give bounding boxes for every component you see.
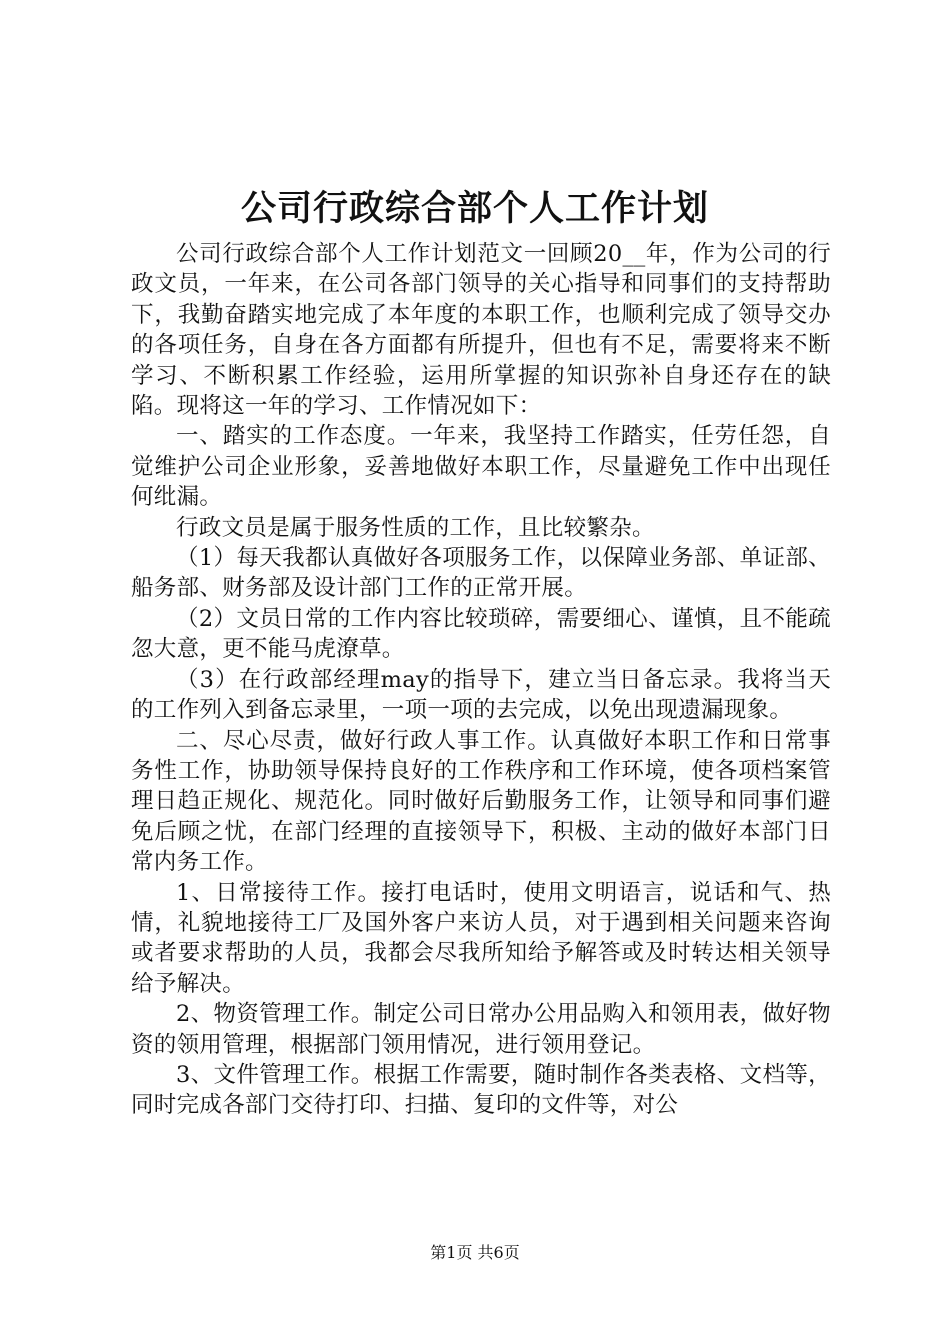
paragraph-item-2: （2）文员日常的工作内容比较琐碎，需要细心、谨慎，且不能疏忽大意，更不能马虎潦草。 — [131, 605, 831, 663]
paragraph-section-2: 二、尽心尽责，做好行政人事工作。认真做好本职工作和日常事务性工作，协助领导保持良好的工作秩序和工作环境，使各项档案管理日趋正规化、规范化。同时做好后勤服务工作，让领导和同事们避免后顾之忧，在部门经理的直接领导下，积极、主动的做好本部门日常内务工作。 — [131, 727, 831, 876]
paragraph-reception: 1、日常接待工作。接打电话时，使用文明语言，说话和气、热情，礼貌地接待工厂及国外客户来访人员，对于遇到相关问题来咨询或者要求帮助的人员，我都会尽我所知给予解答或及时转达相关领导给予解决。 — [131, 879, 831, 997]
paragraph-intro: 公司行政综合部个人工作计划范文一回顾20__年，作为公司的行政文员，一年来，在公司各部门领导的关心指导和同事们的支持帮助下，我勤奋踏实地完成了本年度的本职工作，也顺利完成了领导交办的各项任务，自身在各方面都有所提升，但也有不足，需要将来不断学习、不断积累工作经验，运用所掌握的知识弥补自身还存在的缺陷。现将这一年的学习、工作情况如下： — [131, 241, 831, 420]
paragraph-item-3: （3）在行政部经理may的指导下，建立当日备忘录。我将当天的工作列入到备忘录里，一项一项的去完成，以免出现遗漏现象。 — [131, 666, 831, 724]
paragraph-item-1: （1）每天我都认真做好各项服务工作，以保障业务部、单证部、船务部、财务部及设计部门工作的正常开展。 — [131, 545, 831, 602]
paragraph-section-1: 一、踏实的工作态度。一年来，我坚持工作踏实，任劳任怨，自觉维护公司企业形象，妥善地做好本职工作，尽量避免工作中出现任何纰漏。 — [131, 423, 831, 511]
paragraph-documents: 3、文件管理工作。根据工作需要，随时制作各类表格、文档等，同时完成各部门交待打印、扫描、复印的文件等，对公 — [131, 1061, 831, 1119]
document-title: 公司行政综合部个人工作计划 — [240, 188, 709, 229]
document-body — [131, 239, 831, 1121]
paragraph-supplies: 2、物资管理工作。制定公司日常办公用品购入和领用表，做好物资的领用管理，根据部门领用情况，进行领用登记。 — [131, 1001, 831, 1058]
page-footer: 第1页 共6页 — [430, 1243, 520, 1262]
paragraph-service-nature: 行政文员是属于服务性质的工作，且比较繁杂。 — [176, 514, 655, 541]
